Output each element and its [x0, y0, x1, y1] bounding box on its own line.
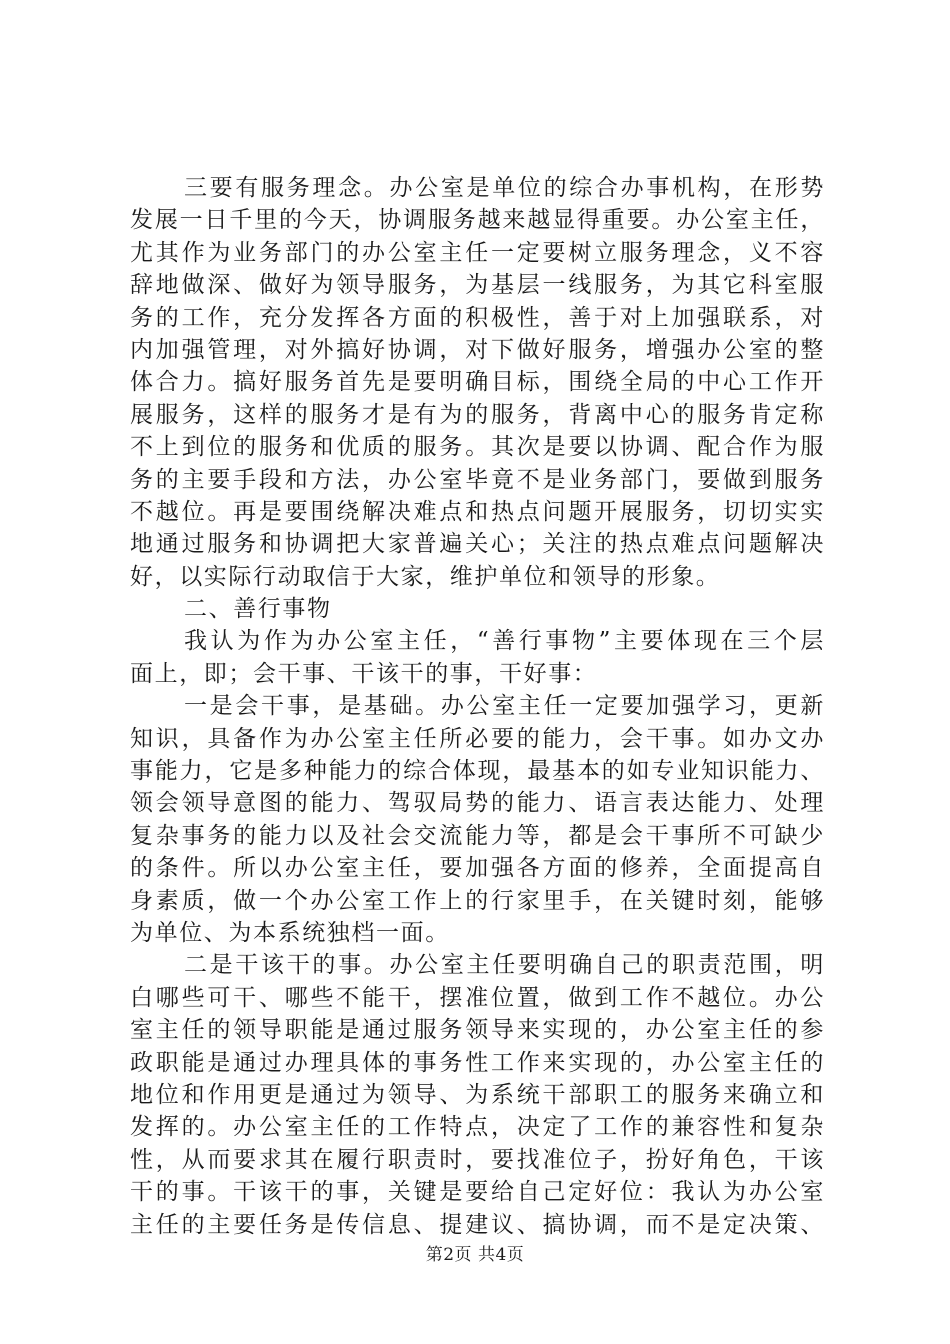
text-line: 好，以实际行动取信于大家，维护单位和领导的形象。 [130, 563, 721, 590]
text-line: 发挥的。办公室主任的工作特点，决定了工作的兼容性和复杂 [130, 1114, 825, 1141]
text-line: 体合力。搞好服务首先是要明确目标，围绕全局的中心工作开 [130, 369, 825, 396]
text-line: 一是会干事，是基础。办公室主任一定要加强学习，更新 [184, 693, 825, 720]
text-line: 的条件。所以办公室主任，要加强各方面的修养，全面提高自 [130, 855, 825, 882]
text-line: 性，从而要求其在履行职责时，要找准位子，扮好角色，干该 [130, 1146, 825, 1173]
text-line: 发展一日千里的今天，协调服务越来越显得重要。办公室主任， [130, 207, 825, 234]
text-line: 展服务，这样的服务才是有为的服务，背离中心的服务肯定称 [130, 401, 825, 428]
text-line: 二是干该干的事。办公室主任要明确自己的职责范围，明 [184, 952, 825, 979]
text-line: 不越位。再是要围绕解决难点和热点问题开展服务，切切实实 [130, 498, 825, 525]
page-footer [0, 1240, 950, 1265]
text-line: 为单位、为本系统独档一面。 [130, 919, 450, 946]
text-line: 事能力，它是多种能力的综合体现，最基本的如专业知识能力、 [130, 758, 825, 785]
text-line: 辞地做深、做好为领导服务，为基层一线服务，为其它科室服 [130, 272, 825, 299]
text-line: 主任的主要任务是传信息、提建议、搞协调，而不是定决策、 [130, 1211, 825, 1238]
text-line: 面上，即；会干事、干该干的事，干好事： [130, 660, 598, 687]
page-number-label: 第2页 共4页 [425, 1245, 525, 1265]
text-line: 干的事。干该干的事，关键是要给自己定好位：我认为办公室 [130, 1179, 825, 1206]
text-line: 地通过服务和协调把大家普遍关心；关注的热点难点问题解决 [130, 531, 825, 558]
text-line: 尤其作为业务部门的办公室主任一定要树立服务理念，义不容 [130, 239, 825, 266]
document-body [130, 172, 825, 1241]
text-line: 务的工作，充分发挥各方面的积极性，善于对上加强联系，对 [130, 304, 825, 331]
text-line: 领会领导意图的能力、驾驭局势的能力、语言表达能力、处理 [130, 790, 825, 817]
text-line: 知识，具备作为办公室主任所必要的能力，会干事。如办文办 [130, 725, 825, 752]
text-line: 身素质，做一个办公室工作上的行家里手，在关键时刻，能够 [130, 887, 825, 914]
text-line: 不上到位的服务和优质的服务。其次是要以协调、配合作为服 [130, 434, 825, 461]
text-line: 三要有服务理念。办公室是单位的综合办事机构，在形势 [184, 175, 825, 201]
text-line: 地位和作用更是通过为领导、为系统干部职工的服务来确立和 [130, 1081, 825, 1108]
text-line: 复杂事务的能力以及社会交流能力等，都是会干事所不可缺少 [130, 822, 825, 849]
text-line: 二、善行事物 [184, 596, 332, 623]
text-line: 内加强管理，对外搞好协调，对下做好服务，增强办公室的整 [130, 336, 825, 363]
text-line: 我认为作为办公室主任，“善行事物”主要体现在三个层 [184, 628, 825, 655]
text-line: 白哪些可干、哪些不能干，摆准位置，做到工作不越位。办公 [130, 984, 825, 1011]
text-line: 政职能是通过办理具体的事务性工作来实现的，办公室主任的 [130, 1049, 825, 1076]
text-line: 务的主要手段和方法，办公室毕竟不是业务部门，要做到服务 [130, 466, 825, 493]
text-line: 室主任的领导职能是通过服务领导来实现的，办公室主任的参 [130, 1017, 825, 1044]
